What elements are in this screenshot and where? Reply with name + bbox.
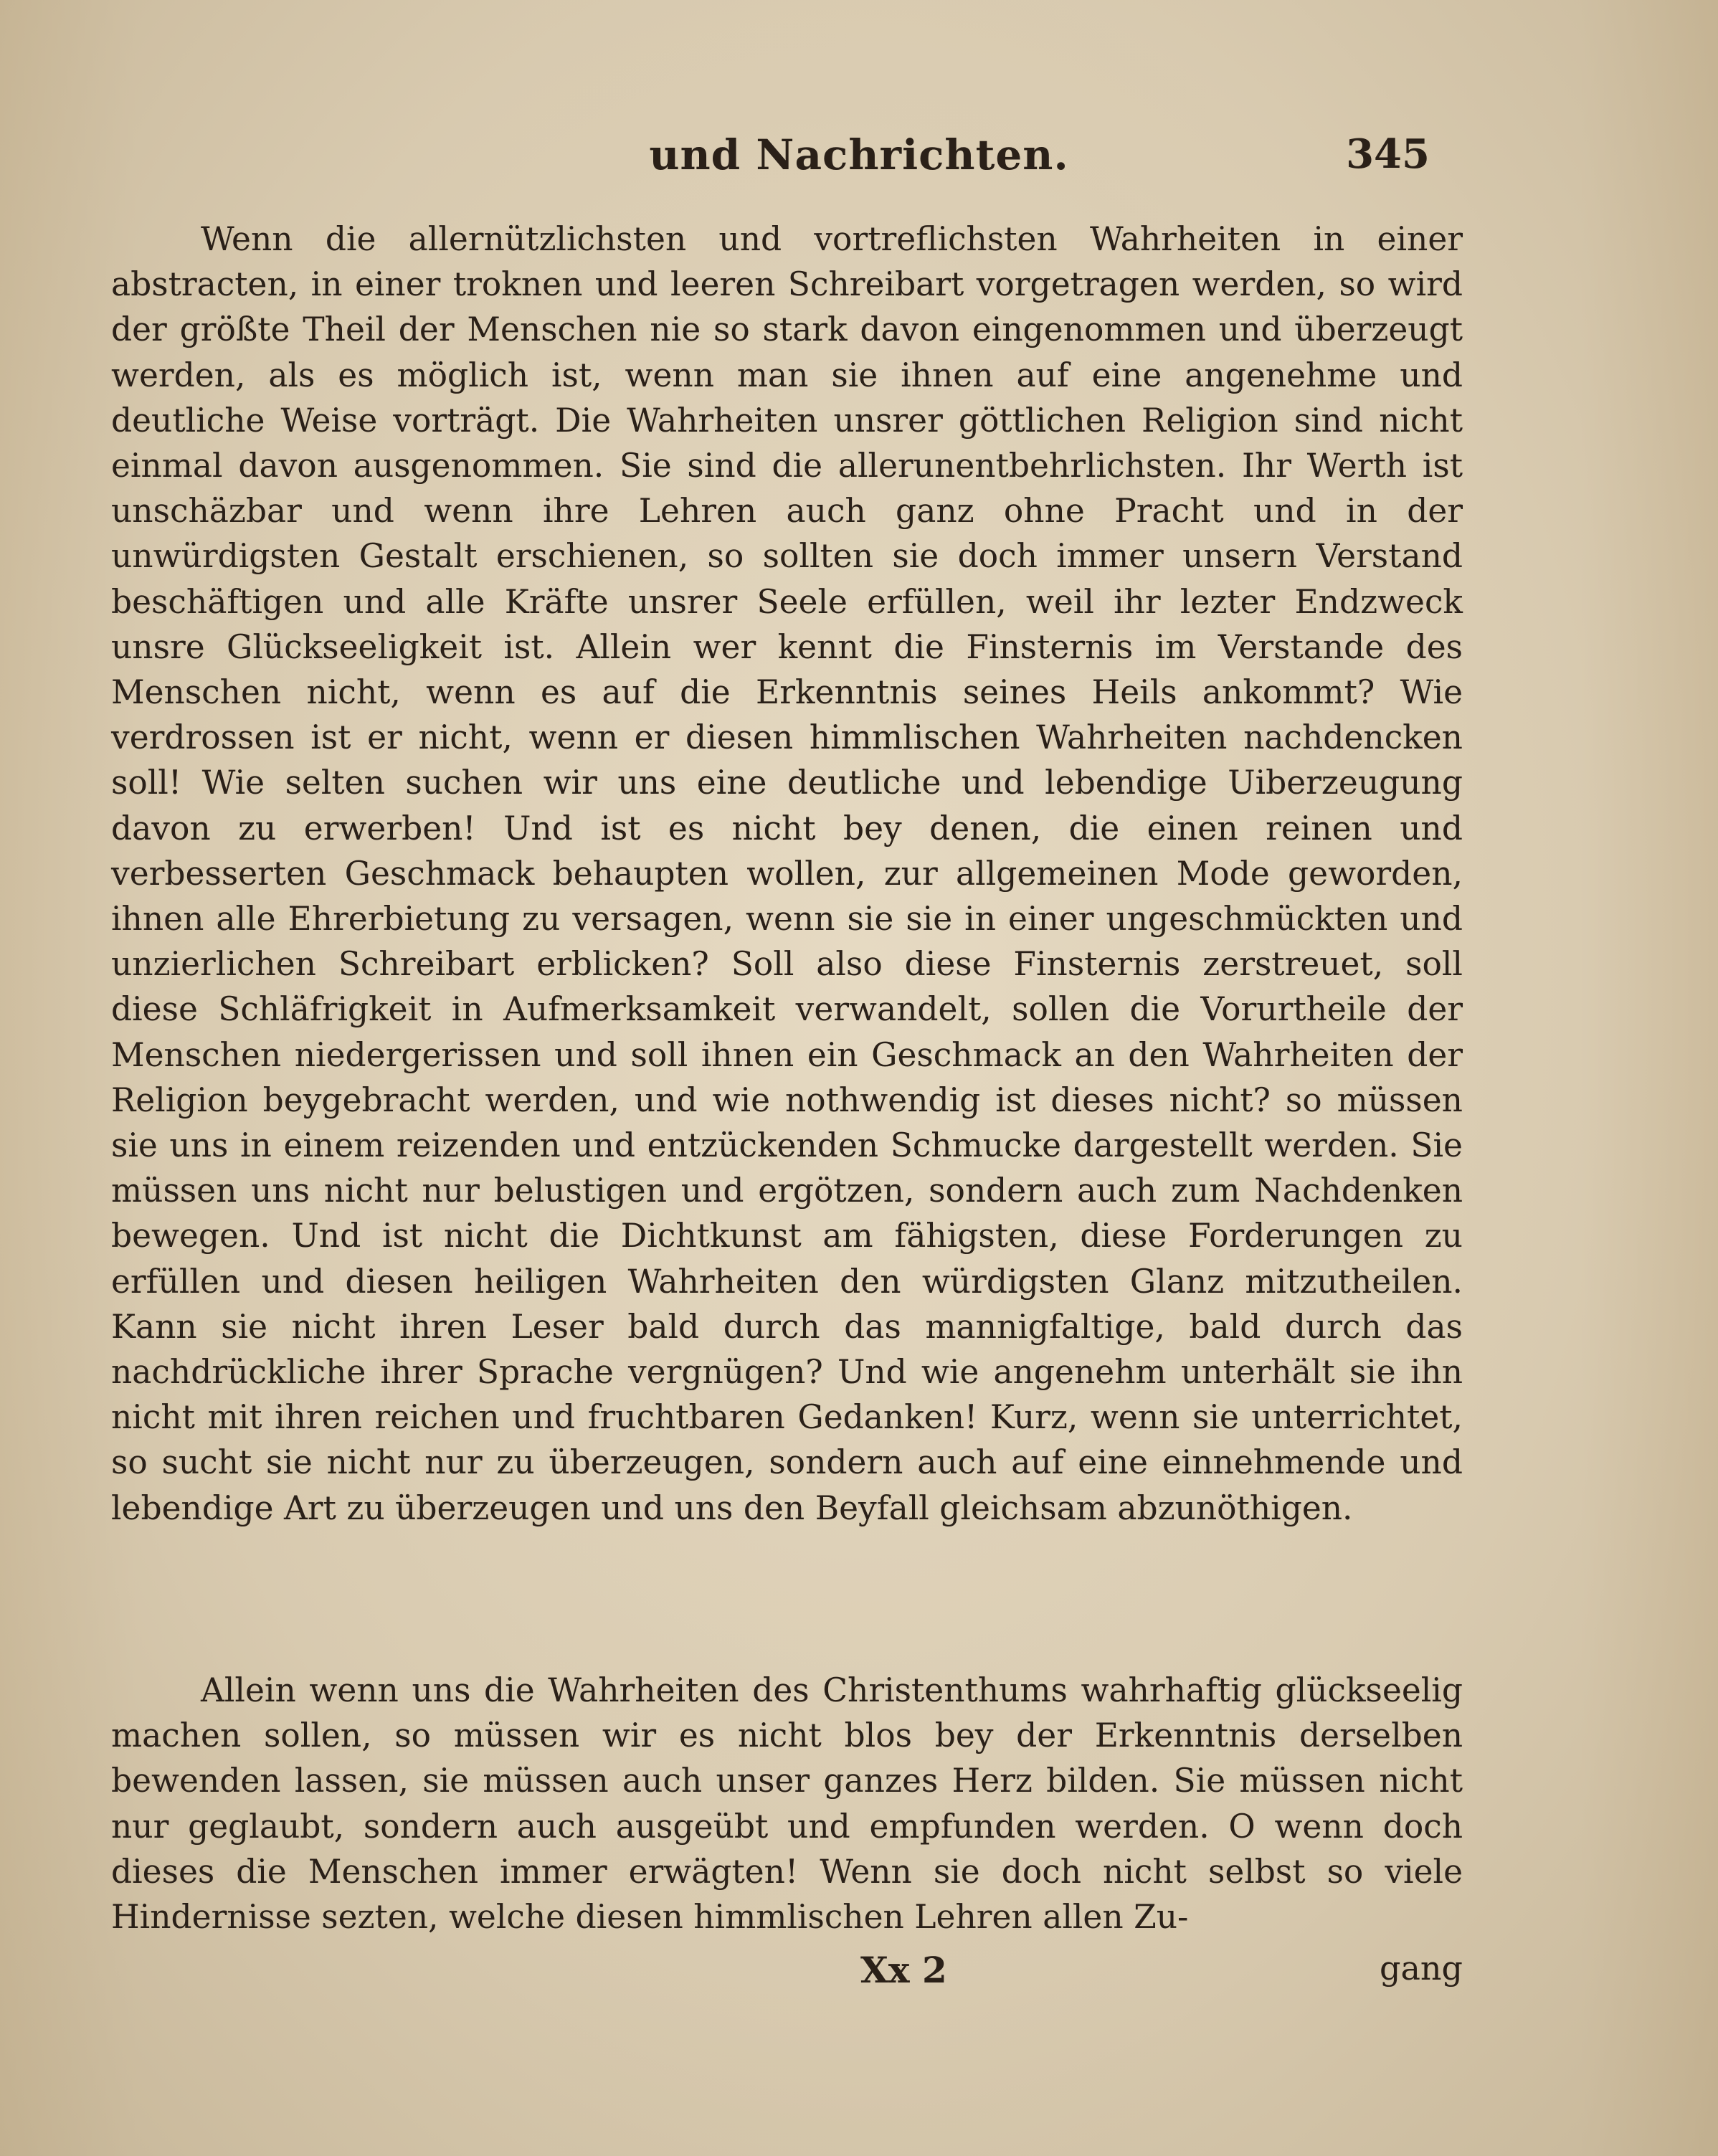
catchword: gang <box>1380 1949 1463 1988</box>
paragraph-1: Wenn die allernützlichsten und vortreflichsten Wahrheiten in einer abstracten, in einer troknen und leeren Schreibart vorgetragen werden, so wird der größte Theil der Menschen nie so stark davon eingenommen und überzeugt werden, als es möglich ist, wenn man sie ihnen auf eine angenehme und deutliche Weise vorträgt. Die Wahrheiten unsrer göttlichen Religion sind nicht einmal davon ausgenommen. Sie sind die allerunentbehrlichsten. Ihr Werth ist unschäzbar und wenn ihre Lehren auch ganz ohne Pracht und in der unwürdigsten Gestalt erschienen, so sollten sie doch immer unsern Verstand beschäftigen und alle Kräfte unsrer Seele erfüllen, weil ihr lezter Endzweck unsre Glückseeligkeit ist. Allein wer kennt die Finsternis im Verstande des Menschen nicht, wenn es auf die Erkenntnis seines Heils ankommt? Wie verdrossen ist er nicht, wenn er diesen himmlischen Wahrheiten nachdencken soll! Wie selten suchen wir uns eine deutliche und lebendige Uiberzeugung davon zu erwerben! Und ist es nicht bey denen, die einen reinen und verbesserten Geschmack behaupten wollen, zur allgemeinen Mode geworden, ihnen alle Ehrerbietung zu versagen, wenn sie sie in einer ungeschmückten und unzierlichen Schreibart erblicken? Soll also diese Finsternis zerstreuet, soll diese Schläfrigkeit in Aufmerksamkeit verwandelt, sollen die Vorurtheile der Menschen niedergerissen und soll ihnen ein Geschmack an den Wahrheiten der Religion beygebracht werden, und wie nothwendig ist dieses nicht? so müssen sie uns in einem reizenden und entzückenden Schmucke dargestellt werden. Sie müssen uns nicht nur belustigen und ergötzen, sondern auch zum Nachdenken bewegen. Und ist nicht die Dichtkunst am fähigsten, diese Forderungen zu erfüllen und diesen heiligen Wahrheiten den würdigsten Glanz mitzutheilen. Kann sie nicht ihren Leser bald durch das mannigfaltige, bald durch das nachdrückliche ihrer Sprache vergnügen? Und wie angenehm unterhält sie ihn nicht mit ihren reichen und fruchtbaren Gedanken! Kurz, wenn sie unterrichtet, so sucht sie nicht nur zu überzeugen, sondern auch auf eine einnehmende und lebendige Art zu überzeugen und uns den Beyfall gleichsam abzunöthigen. <box>111 220 1463 1527</box>
page-footer <box>111 1949 1463 1999</box>
paragraph-2: Allein wenn uns die Wahrheiten des Christenthums wahrhaftig glückseelig machen sollen, so müssen wir es nicht blos bey der Erkenntnis derselben bewenden lassen, sie müssen auch unser ganzes Herz bilden. Sie müssen nicht nur geglaubt, sondern auch ausgeübt und empfunden werden. O wenn doch dieses die Menschen immer erwägten! Wenn sie doch nicht selbst so viele Hindernisse sezten, welche diesen himmlischen Lehren allen Zu- <box>111 1671 1463 1937</box>
page-header <box>0 122 1718 186</box>
signature-mark: Xx 2 <box>860 1949 947 1991</box>
page-number: 345 <box>1346 130 1430 178</box>
running-head: und Nachrichten. <box>649 130 1069 179</box>
